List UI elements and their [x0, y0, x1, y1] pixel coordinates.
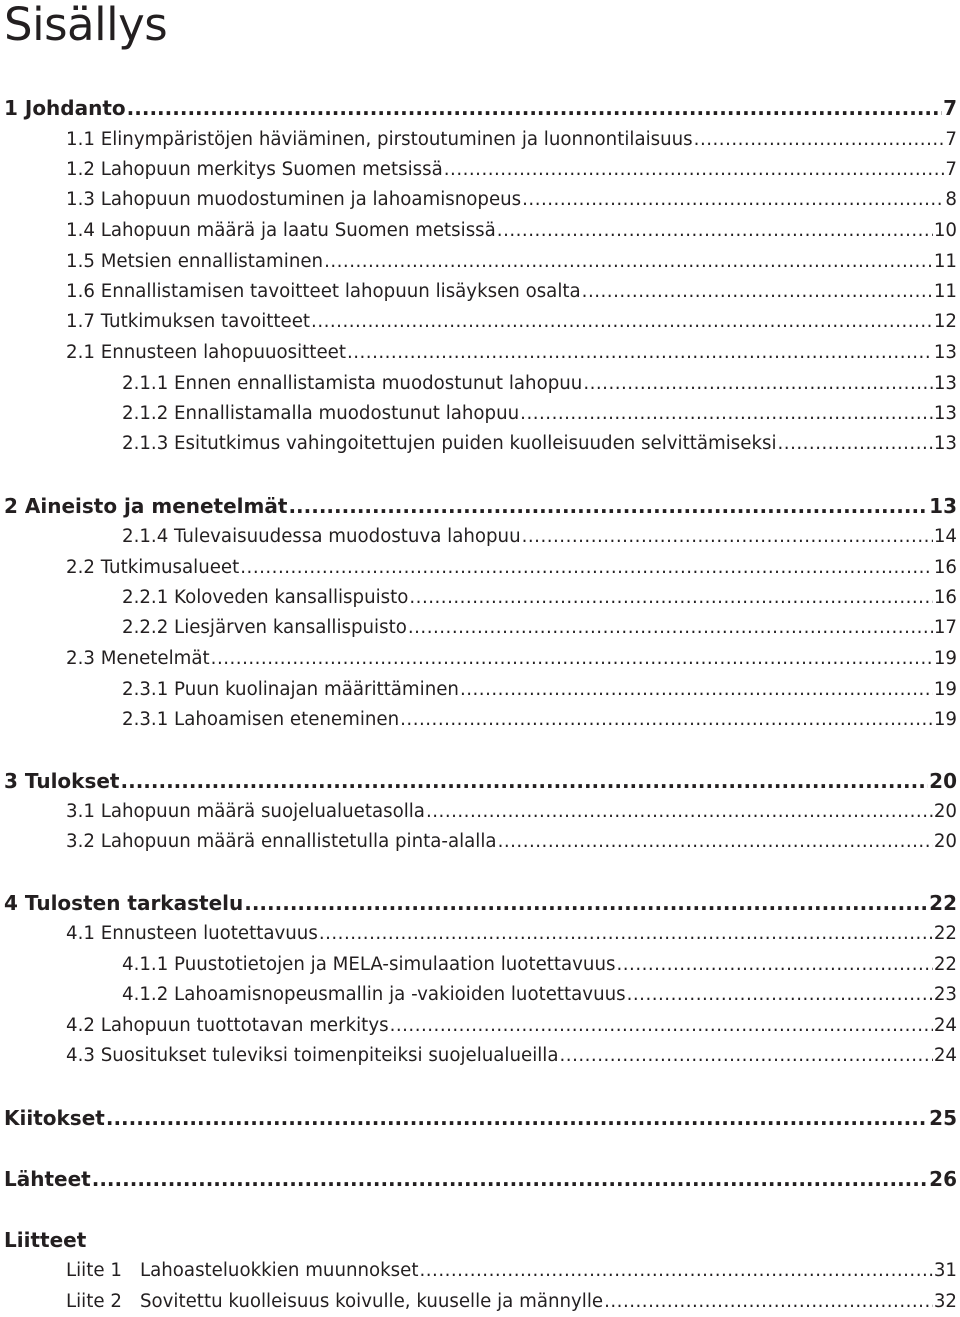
toc-entry-page: 13: [933, 433, 957, 454]
toc-entry-4-3[interactable]: [66, 1045, 957, 1071]
toc-entry-label: 2.1.1 Ennen ennallistamista muodostunut lahopuu: [122, 373, 583, 394]
toc-entry-label: 4.3 Suositukset tuleviksi toimenpiteiksi suojelualueilla: [66, 1045, 559, 1066]
toc-entry-page: 10: [933, 220, 957, 241]
toc-entry-tarkastelu[interactable]: [4, 891, 957, 919]
toc-entry-page: 11: [933, 251, 957, 272]
toc-entry-page: 13: [929, 494, 957, 518]
toc-entry-label: 2.1.4 Tulevaisuudessa muodostuva lahopuu: [122, 526, 521, 547]
toc-entry-4-1-2[interactable]: [122, 984, 957, 1010]
toc-entry-2-1-3[interactable]: [122, 433, 957, 459]
toc-entry-4-1-1[interactable]: [122, 954, 957, 980]
toc-entry-2-1-2[interactable]: [122, 403, 957, 429]
toc-entry-label: 1.4 Lahopuun määrä ja laatu Suomen metsissä: [66, 220, 496, 241]
toc-entry-page: 16: [933, 557, 957, 578]
toc-entry-page: 7: [945, 159, 957, 180]
appendix-prefix: Liite 1: [66, 1260, 122, 1281]
toc-entry-page: 19: [933, 679, 957, 700]
toc-entry-label: Kiitokset: [4, 1106, 105, 1130]
toc-entry-label: 2.2 Tutkimusalueet: [66, 557, 240, 578]
toc-entry-3-2[interactable]: [66, 831, 957, 857]
toc-entry-label: 4.2 Lahopuun tuottotavan merkitys: [66, 1015, 389, 1036]
toc-entry-page: 32: [933, 1291, 957, 1312]
toc-entry-lahteet[interactable]: [4, 1167, 957, 1195]
toc-entry-label: 2.3.1 Lahoamisen eteneminen: [122, 709, 400, 730]
toc-entry-page: 8: [945, 189, 957, 210]
toc-entry-label: 2.1.2 Ennallistamalla muodostunut lahopuu: [122, 403, 520, 424]
toc-entry-page: 12: [933, 311, 957, 332]
toc-entry-1-6[interactable]: [66, 281, 957, 307]
toc-entry-1-3[interactable]: [66, 189, 957, 215]
toc-entry-1-1[interactable]: [66, 129, 957, 155]
toc-entry-label: 2.1 Ennusteen lahopuuositteet: [66, 342, 346, 363]
toc-entry-label: 4.1.1 Puustotietojen ja MELA-simulaation luotettavuus: [122, 954, 616, 975]
toc-entry-label: 3 Tulokset: [4, 769, 120, 793]
toc-entry-page: 19: [933, 709, 957, 730]
toc-entry-label: 3.2 Lahopuun määrä ennallistetulla pinta-alalla: [66, 831, 497, 852]
toc-entry-label: 3.1 Lahopuun määrä suojelualuetasolla: [66, 801, 425, 822]
toc-entry-appendix-2[interactable]: [66, 1291, 957, 1317]
toc-entry-page: 11: [933, 281, 957, 302]
toc-entry-label: 1.3 Lahopuun muodostuminen ja lahoamisnopeus: [66, 189, 522, 210]
toc-entry-page: 13: [933, 403, 957, 424]
toc-entry-page: 22: [933, 923, 957, 944]
toc-entry-page: 20: [933, 801, 957, 822]
toc-entry-label: 2.2.2 Liesjärven kansallispuisto: [122, 617, 407, 638]
toc-entry-label: 4 Tulosten tarkastelu: [4, 891, 244, 915]
toc-entry-page: 13: [933, 373, 957, 394]
toc-entry-kiitokset[interactable]: [4, 1106, 957, 1134]
toc-entry-page: 7: [943, 96, 957, 120]
toc-entry-aineisto[interactable]: [4, 494, 957, 522]
toc-entry-label: 1.5 Metsien ennallistaminen: [66, 251, 324, 272]
toc-entry-johdanto[interactable]: [4, 96, 957, 124]
toc-entry-page: 7: [945, 129, 957, 150]
toc-entry-page: 22: [929, 891, 957, 915]
toc-entry-page: 26: [929, 1167, 957, 1191]
appendix-prefix: Liite 2: [66, 1291, 122, 1312]
toc-entry-label: 4.1.2 Lahoamisnopeusmallin ja -vakioiden luotettavuus: [122, 984, 626, 1005]
toc-entry-page: 24: [933, 1015, 957, 1036]
toc-entry-label: 2.2.1 Koloveden kansallispuisto: [122, 587, 409, 608]
toc-entry-2-2-1[interactable]: [122, 587, 957, 613]
toc-entry-2-1[interactable]: [66, 342, 957, 368]
toc-entry-label: 4.1 Ennusteen luotettavuus: [66, 923, 318, 944]
toc-entry-2-3-1b[interactable]: [122, 709, 957, 735]
toc-entry-page: 20: [933, 831, 957, 852]
toc-entry-2-2-2[interactable]: [122, 617, 957, 643]
toc-entry-tulokset[interactable]: [4, 769, 957, 797]
toc-entry-label: 2.1.3 Esitutkimus vahingoitettujen puiden kuolleisuuden selvittämiseksi: [122, 433, 777, 454]
toc-entry-2-1-1[interactable]: [122, 373, 957, 399]
toc-entry-label: 1.2 Lahopuun merkitys Suomen metsissä: [66, 159, 443, 180]
toc-entry-page: 31: [933, 1260, 957, 1281]
toc-entry-label: 2.3 Menetelmät: [66, 648, 210, 669]
toc-entry-1-2[interactable]: [66, 159, 957, 185]
toc-entry-label: 2 Aineisto ja menetelmät: [4, 494, 288, 518]
appendices-heading: Liitteet: [4, 1228, 87, 1252]
toc-entry-page: 22: [933, 954, 957, 975]
toc-entry-label: 2.3.1 Puun kuolinajan määrittäminen: [122, 679, 459, 700]
toc-entry-page: 24: [933, 1045, 957, 1066]
toc-entry-label: 1.1 Elinympäristöjen häviäminen, pirstoutuminen ja luonnontilaisuus: [66, 129, 693, 150]
appendix-label: Lahoasteluokkien muunnokset: [140, 1260, 419, 1281]
toc-entry-4-2[interactable]: [66, 1015, 957, 1041]
toc-entry-1-4[interactable]: [66, 220, 957, 246]
appendix-label: Sovitettu kuolleisuus koivulle, kuuselle ja männylle: [140, 1291, 604, 1312]
toc-entry-page: 23: [933, 984, 957, 1005]
toc-entry-label: 1 Johdanto: [4, 96, 126, 120]
page-title: Sisällys: [4, 0, 168, 51]
toc-entry-page: 16: [933, 587, 957, 608]
toc-entry-2-1-4[interactable]: [122, 526, 957, 552]
toc-entry-label: 1.6 Ennallistamisen tavoitteet lahopuun lisäyksen osalta: [66, 281, 581, 302]
toc-entry-page: 20: [929, 769, 957, 793]
toc-entry-4-1[interactable]: [66, 923, 957, 949]
toc-entry-label: Lähteet: [4, 1167, 91, 1191]
toc-entry-1-7[interactable]: [66, 311, 957, 337]
toc-entry-page: 19: [933, 648, 957, 669]
toc-entry-2-3-1a[interactable]: [122, 679, 957, 705]
toc-entry-1-5[interactable]: [66, 251, 957, 277]
toc-entry-appendix-1[interactable]: [66, 1260, 957, 1286]
toc-entry-3-1[interactable]: [66, 801, 957, 827]
toc-entry-page: 17: [933, 617, 957, 638]
toc-entry-page: 14: [933, 526, 957, 547]
toc-entry-2-3[interactable]: [66, 648, 957, 674]
toc-entry-label: 1.7 Tutkimuksen tavoitteet: [66, 311, 311, 332]
toc-entry-page: 25: [929, 1106, 957, 1130]
toc-entry-2-2[interactable]: [66, 557, 957, 583]
toc-entry-page: 13: [933, 342, 957, 363]
